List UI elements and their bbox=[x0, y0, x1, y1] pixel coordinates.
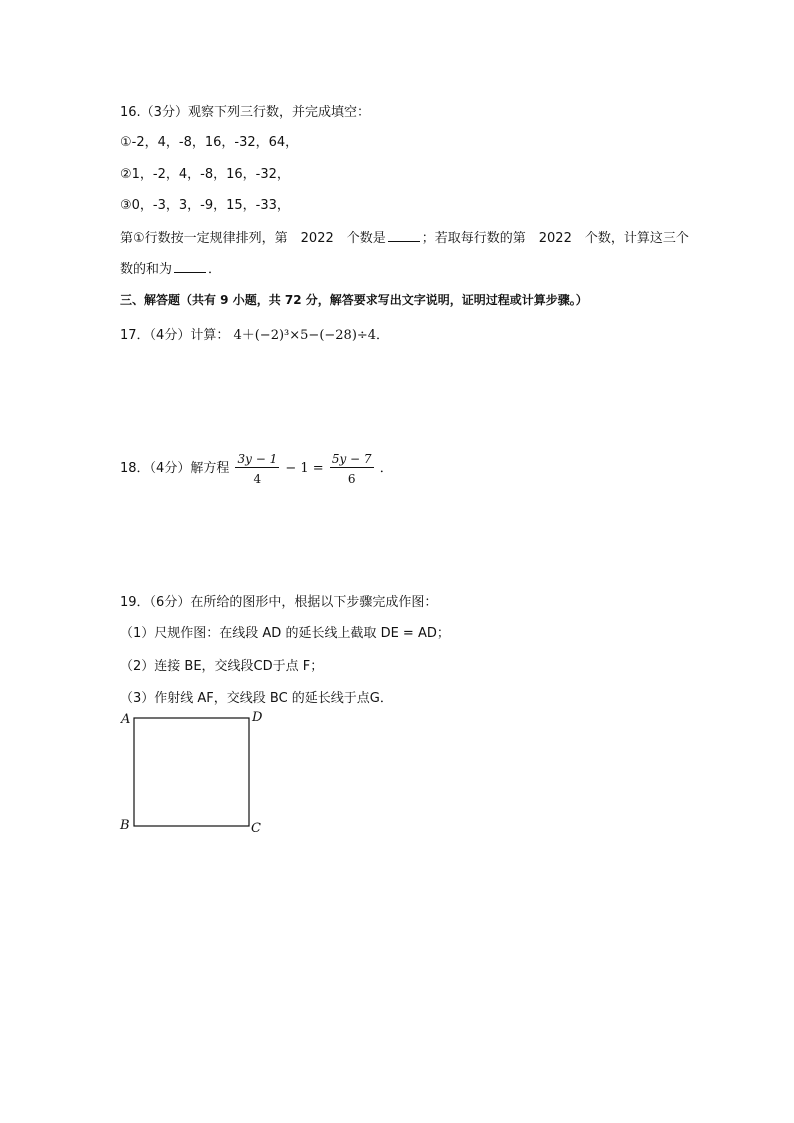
q19-step-2: （2）连接 BE，交线段CD于点 F； bbox=[120, 659, 324, 674]
square-abcd bbox=[134, 718, 249, 826]
q16-fill-end: ． bbox=[208, 262, 222, 277]
q18-numerator-right: 5y − 7 bbox=[331, 451, 372, 466]
vertex-label-b: B bbox=[120, 818, 130, 833]
q18-end: ． bbox=[379, 461, 393, 476]
vertex-label-d: D bbox=[252, 710, 263, 725]
q16-fill-text-a: 第①行数按一定规律排列，第 2022 个数是 bbox=[120, 231, 386, 246]
q18-label: 18．（4分）解方程 bbox=[120, 461, 230, 476]
q19-step-1: （1）尺规作图：在线段 AD 的延长线上截取 DE = AD； bbox=[120, 626, 450, 641]
q18-numerator-left: 3y − 1 bbox=[237, 451, 278, 466]
q16-row-1: ①-2，4，-8，16，-32，64， bbox=[120, 135, 299, 150]
q17-expression: 4＋(−2)³×5−(−28)÷4． bbox=[233, 328, 390, 343]
section-3-heading: 三、解答题（共有 9 小题，共 72 分，解答要求写出文字说明，证明过程或计算步骤。） bbox=[120, 293, 588, 307]
q18-denominator-left: 4 bbox=[253, 471, 262, 486]
vertex-label-c: C bbox=[251, 821, 261, 836]
q16-fill-text-b: ；若取每行数的第 2022 个数，计算这三个 bbox=[421, 231, 689, 246]
vertex-label-a: A bbox=[121, 712, 131, 727]
q18-denominator-right: 6 bbox=[347, 471, 356, 486]
q19-step-3: （3）作射线 AF，交线段 BC 的延长线于点G． bbox=[120, 691, 393, 706]
q16-row-3: ③0，-3，3，-9，15，-33， bbox=[120, 198, 290, 213]
q16-row-2: ②1，-2，4，-8，16，-32， bbox=[120, 167, 290, 182]
q19-header: 19．（6分）在所给的图形中，根据以下步骤完成作图： bbox=[120, 595, 438, 610]
q17-label: 17．（4分）计算： bbox=[120, 328, 230, 343]
q18-middle: − 1 = bbox=[285, 461, 324, 476]
q16-header: 16.（3分）观察下列三行数，并完成填空： bbox=[120, 105, 370, 120]
q16-fill-text-c: 数的和为 bbox=[120, 262, 173, 277]
